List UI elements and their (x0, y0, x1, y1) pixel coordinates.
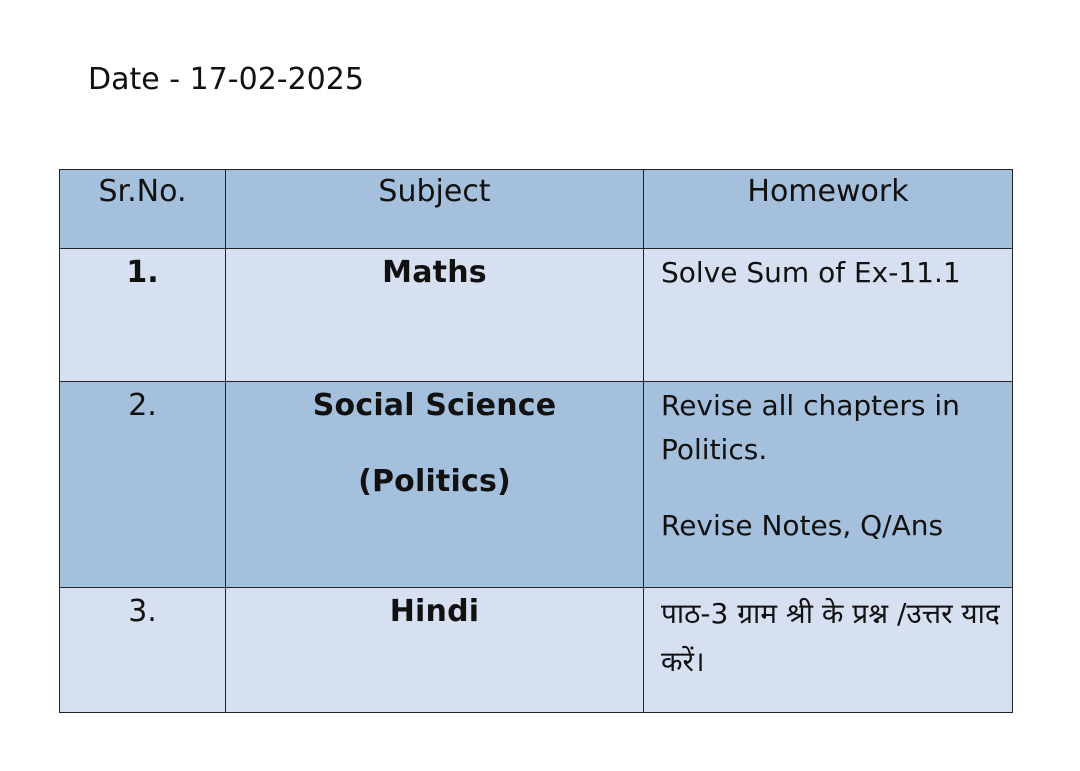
sr-no-cell: 1. (60, 249, 226, 382)
subject-cell (226, 588, 644, 713)
homework-line: Solve Sum of Ex-11.1 (661, 256, 961, 289)
subject-cell (226, 249, 644, 382)
subject-line: Maths (382, 255, 487, 290)
homework-cell (644, 588, 1013, 713)
table-row (60, 382, 1013, 588)
homework-cell (644, 249, 1013, 382)
header-homework: Homework (644, 170, 1013, 249)
table-header-row (60, 170, 1013, 249)
homework-line: पाठ-3 ग्राम श्री के प्रश्न /उत्तर याद करें। (661, 597, 1000, 678)
subject-line: Social Science (312, 388, 557, 423)
homework-line: Revise all chapters in Politics. (661, 389, 960, 466)
subject-cell (226, 382, 644, 588)
document-date: Date - 17-02-2025 (88, 62, 364, 97)
sr-no-cell: 2. (60, 382, 226, 588)
table-row (60, 249, 1013, 382)
subject-line: (Politics) (358, 464, 511, 499)
subject-line: Hindi (389, 594, 480, 629)
homework-line: Revise Notes, Q/Ans (661, 509, 944, 542)
header-sr-no: Sr.No. (60, 170, 226, 249)
homework-cell (644, 382, 1013, 588)
table-row (60, 588, 1013, 713)
header-subject: Subject (226, 170, 644, 249)
homework-table (59, 169, 1013, 713)
sr-no-cell: 3. (60, 588, 226, 713)
